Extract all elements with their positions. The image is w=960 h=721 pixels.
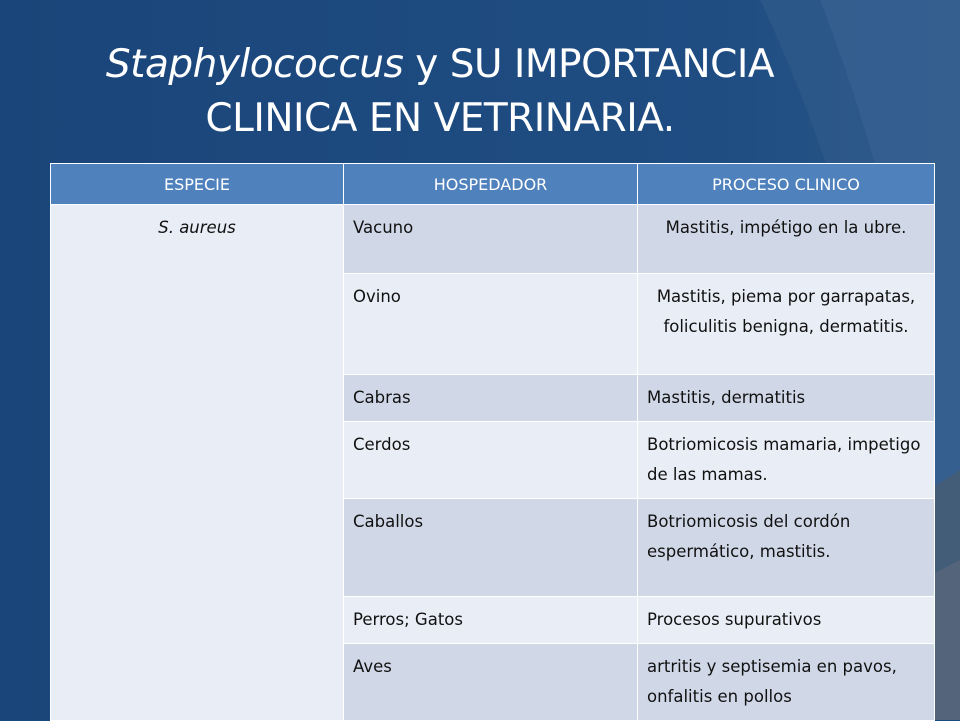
proceso-cell: Botriomicosis mamaria, impetigo de las mamas. [638, 422, 935, 499]
slide-title [40, 38, 840, 146]
table-header-row [51, 164, 935, 205]
title-line2: CLINICA EN VETRINARIA. [205, 96, 675, 141]
hospedador-cell: Perros; Gatos [344, 597, 638, 644]
hospedador-cell: Aves [344, 644, 638, 721]
species-table [50, 163, 935, 721]
title-rest-line1: SU IMPORTANCIA [449, 42, 775, 87]
especie-cell: S. aureus [51, 205, 344, 721]
table-row [51, 205, 935, 274]
header-especie: ESPECIE [51, 164, 344, 205]
hospedador-cell: Caballos [344, 499, 638, 597]
hospedador-cell: Cerdos [344, 422, 638, 499]
title-genus: Staphylococcus [105, 42, 404, 87]
header-hospedador: HOSPEDADOR [344, 164, 638, 205]
proceso-cell: Mastitis, piema por garrapatas, foliculitis benigna, dermatitis. [638, 274, 935, 375]
header-proceso-clinico: PROCESO CLINICO [638, 164, 935, 205]
proceso-cell: Procesos supurativos [638, 597, 935, 644]
proceso-cell: artritis y septisemia en pavos, onfalitis en pollos [638, 644, 935, 721]
hospedador-cell: Vacuno [344, 205, 638, 274]
title-connector: y [403, 42, 450, 87]
hospedador-cell: Cabras [344, 375, 638, 422]
proceso-cell: Mastitis, dermatitis [638, 375, 935, 422]
proceso-cell: Mastitis, impétigo en la ubre. [638, 205, 935, 274]
hospedador-cell: Ovino [344, 274, 638, 375]
proceso-cell: Botriomicosis del cordón espermático, mastitis. [638, 499, 935, 597]
